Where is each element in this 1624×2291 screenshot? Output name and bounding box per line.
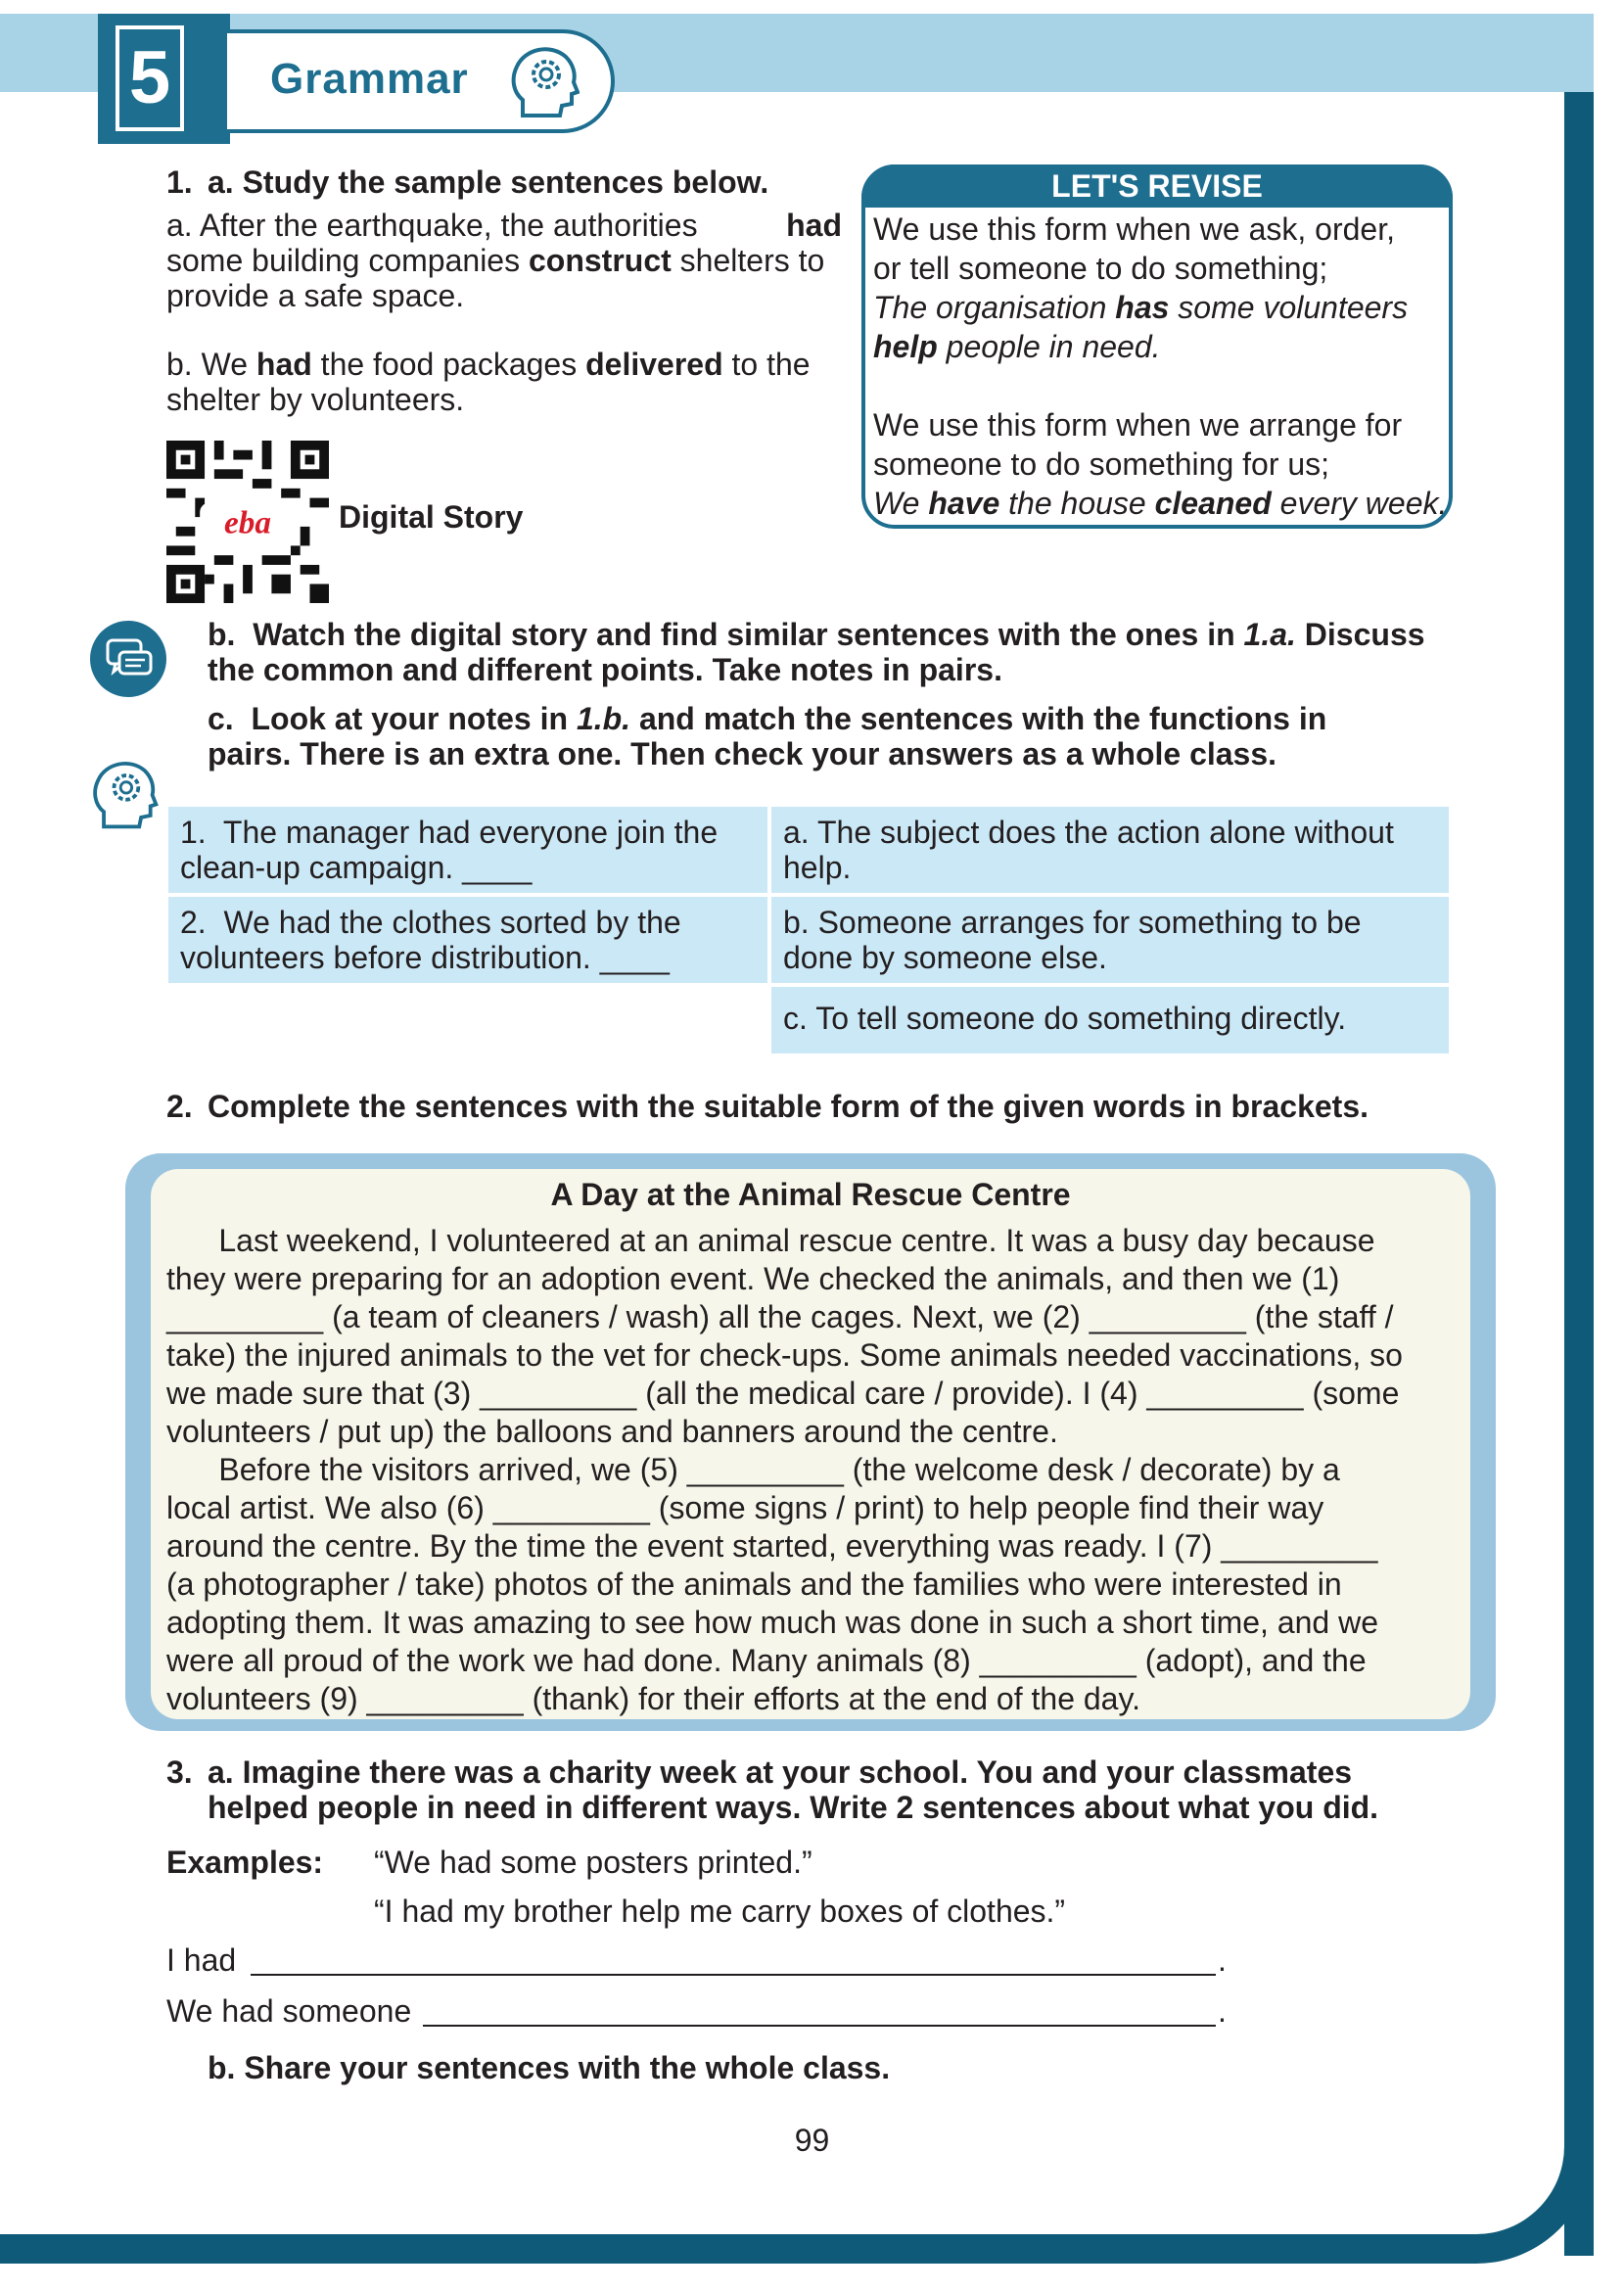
revise-line: We use this form when we ask, order,	[873, 211, 1395, 247]
bold-verb: construct	[528, 243, 672, 278]
story-line: they were preparing for an adoption event. We checked the animals, and then we (1)	[166, 1261, 1340, 1296]
revise-line: We use this form when we arrange for	[873, 407, 1403, 443]
eba-logo: eba	[224, 504, 271, 541]
text: c. To tell someone do something directly.	[783, 1001, 1347, 1036]
ex3a-heading-line2: helped people in need in different ways. Write 2 sentences about what you did.	[208, 1790, 1379, 1825]
ex3a-heading: a. Imagine there was a charity week at your school. You and your classmates	[208, 1754, 1353, 1790]
lets-revise-title: LET'S REVISE	[861, 164, 1453, 208]
ref-italic: 1.b.	[576, 701, 631, 736]
match-function-c	[771, 987, 1449, 1053]
text[interactable]: clean-up campaign. ____	[180, 850, 533, 885]
revise-example	[873, 288, 1408, 327]
ex3b-heading: b. Share your sentences with the whole class.	[208, 2050, 891, 2085]
bold-verb: have	[928, 486, 1000, 521]
answer-line-1[interactable]	[251, 1974, 1216, 1976]
answer-line-2[interactable]	[423, 2025, 1216, 2027]
text: b. Someone arranges for something to be	[783, 905, 1362, 940]
story-line[interactable]: around the centre. By the time the event started, everything was ready. I (7) _________	[166, 1528, 1378, 1564]
story-line[interactable]: volunteers (9) _________ (thank) for their efforts at the end of the day.	[166, 1681, 1140, 1716]
text: We	[873, 486, 929, 521]
text: some volunteers	[1169, 290, 1409, 325]
revise-line: or tell someone to do something;	[873, 251, 1328, 286]
prompt-we-had-someone: We had someone	[166, 1993, 412, 2029]
text[interactable]: volunteers before distribution. ____	[180, 940, 670, 975]
text: shelters to	[671, 243, 825, 278]
text: b. Watch the digital story and find similar sentences with the ones in	[208, 617, 1244, 652]
qr-code[interactable]	[164, 441, 331, 603]
match-sentence-1	[168, 807, 767, 893]
speech-bubble-icon-glyph	[90, 621, 166, 697]
text: provide a safe space.	[166, 278, 465, 313]
text: shelter by volunteers.	[166, 382, 465, 417]
example-sentence: “I had my brother help me carry boxes of clothes.”	[374, 1894, 1066, 1929]
page-border-bottom	[0, 2234, 1468, 2264]
story-line: Last weekend, I volunteered at an animal rescue centre. It was a busy day because	[166, 1223, 1375, 1258]
bold-verb: help	[873, 329, 938, 364]
bold-verb: had	[255, 347, 312, 382]
text: the food packages	[311, 347, 586, 382]
text: help.	[783, 850, 852, 885]
text: 1. The manager had everyone join the	[180, 815, 719, 850]
period: .	[1218, 1942, 1227, 1978]
text: people in need.	[937, 329, 1161, 364]
story-line[interactable]: we made sure that (3) _________ (all the medical care / provide). I (4) _________ (some	[166, 1376, 1400, 1411]
story-title: A Day at the Animal Rescue Centre	[550, 1177, 1071, 1212]
story-line: (a photographer / take) photos of the animals and the families who were interested in	[166, 1566, 1342, 1602]
ref-italic: 1.a.	[1243, 617, 1296, 652]
digital-story-label[interactable]: Digital Story	[339, 499, 524, 535]
story-line[interactable]: local artist. We also (6) _________ (some signs / print) to help people find their way	[166, 1490, 1324, 1525]
text: some building companies	[166, 243, 529, 278]
match-function-b	[771, 897, 1449, 983]
story-line[interactable]: were all proud of the work we had done. Many animals (8) _________ (adopt), and the	[166, 1643, 1367, 1678]
text: to the	[722, 347, 811, 382]
sample-sentence-b	[166, 347, 852, 417]
story-line[interactable]: Before the visitors arrived, we (5) _________ (the welcome desk / decorate) by a	[166, 1452, 1340, 1487]
text: done by someone else.	[783, 940, 1107, 975]
story-line: adopting them. It was amazing to see how much was done in such a short time, and we	[166, 1605, 1378, 1640]
page-border-right	[1564, 92, 1594, 2256]
match-function-a	[771, 807, 1449, 893]
story-line: take) the injured animals to the vet for check-ups. Some animals needed vaccinations, so	[166, 1337, 1403, 1373]
text: 2. We had the clothes sorted by the	[180, 905, 681, 940]
page-number: 99	[794, 2123, 830, 2158]
page-border-corner	[1370, 2056, 1594, 2264]
revise-example	[873, 327, 1161, 366]
text: Discuss	[1295, 617, 1425, 652]
examples-label: Examples:	[166, 1845, 324, 1880]
text: the house	[999, 486, 1155, 521]
ex1c-heading	[208, 701, 1326, 736]
bold-verb: cleaned	[1154, 486, 1272, 521]
text: every week.	[1271, 486, 1448, 521]
ex1b-heading-line2: the common and different points. Take notes in pairs.	[208, 652, 1002, 687]
text: a. After the earthquake, the authorities	[166, 208, 707, 243]
text: The organisation	[873, 290, 1116, 325]
bold-verb: had	[786, 208, 842, 243]
example-sentence: “We had some posters printed.”	[374, 1845, 812, 1880]
ex1c-heading-line2: pairs. There is an extra one. Then check your answers as a whole class.	[208, 736, 1277, 771]
text: and match the sentences with the functions in	[630, 701, 1327, 736]
ex1b-heading	[208, 617, 1425, 652]
prompt-i-had: I had	[166, 1942, 237, 1978]
match-sentence-2	[168, 897, 767, 983]
story-line: volunteers / put up) the balloons and banners around the centre.	[166, 1414, 1058, 1449]
revise-example	[873, 484, 1447, 523]
unit-number: 5	[116, 25, 184, 131]
text: c. Look at your notes in	[208, 701, 577, 736]
ex2-number: 2.	[166, 1089, 193, 1124]
bold-verb: has	[1115, 290, 1170, 325]
ex1-number: 1.	[166, 164, 193, 200]
revise-line: someone to do something for us;	[873, 446, 1330, 482]
period: .	[1218, 1993, 1227, 2029]
speech-bubble-icon	[90, 621, 166, 697]
ex1a-heading: a. Study the sample sentences below.	[208, 164, 769, 200]
sample-sentence-a	[166, 208, 842, 313]
bold-verb: delivered	[585, 347, 723, 382]
ex2-heading: Complete the sentences with the suitable form of the given words in brackets.	[208, 1089, 1369, 1124]
head-gear-icon	[90, 756, 159, 834]
text: b. We	[166, 347, 256, 382]
text: a. The subject does the action alone without	[783, 815, 1394, 850]
section-title: Grammar	[270, 55, 469, 103]
ex3-number: 3.	[166, 1754, 193, 1790]
head-gear-icon	[509, 41, 580, 123]
story-line[interactable]: _________ (a team of cleaners / wash) all the cages. Next, we (2) _________ (the staff /	[166, 1299, 1394, 1334]
